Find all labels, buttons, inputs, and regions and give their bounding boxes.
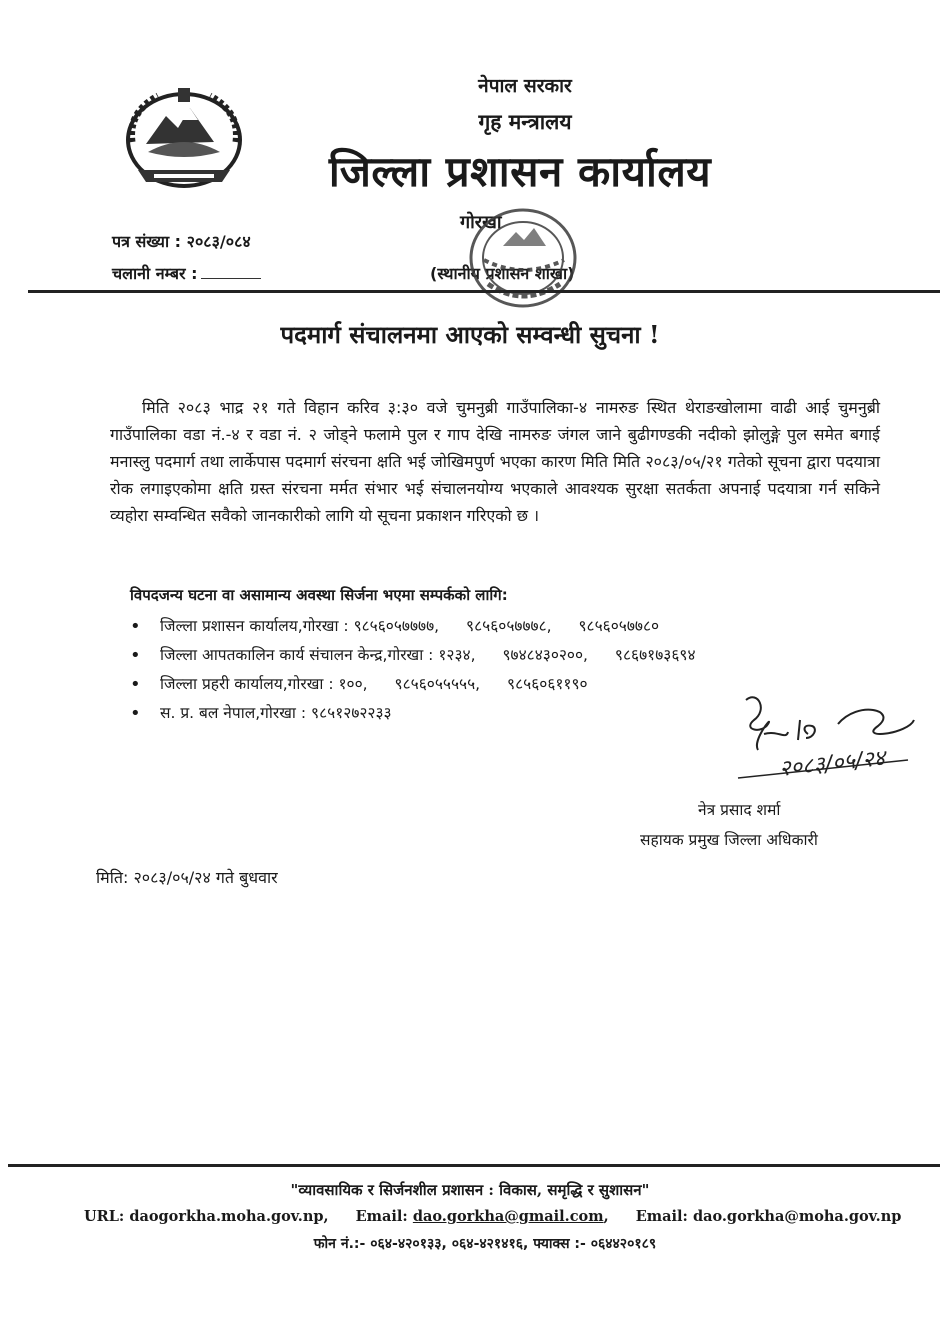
office-name: जिल्ला प्रशासन कार्यालय <box>328 147 712 196</box>
letter-number <box>112 230 251 252</box>
contact-item <box>130 641 890 670</box>
handwritten-signature <box>728 690 918 790</box>
contact-phone: १२३४, <box>438 646 476 664</box>
email-separator: , <box>603 1208 609 1225</box>
office-location: गोरखा <box>460 212 502 233</box>
office-motto: "व्यावसायिक र सिर्जनशील प्रशासन : विकास, समृद्धि र सुशासन" <box>290 1181 650 1199</box>
footer-divider <box>8 1164 940 1167</box>
office-phone-fax: फोन नं.:- ०६४-४२०१३३, ०६४-४२१४१६, फ्याक्स :- ०६४४२०१८९ <box>313 1236 657 1252</box>
letter-number-value: २०८३/०८४ <box>186 232 251 251</box>
contact-phone: ९७४८४३०२००, <box>502 646 588 664</box>
url-label: URL: <box>84 1208 125 1225</box>
contact-item <box>130 612 890 641</box>
contact-phone: ९८५६०५७७८० <box>578 617 660 635</box>
issue-date: मिति: २०८३/०५/२४ गते बुधवार <box>96 868 278 887</box>
contact-phone: ९८५६०५५५५५, <box>394 675 481 693</box>
notice-body: मिति २०८३ भाद्र २१ गते विहान करिव ३:३० वजे चुमनुब्री गाउँपालिका-४ नामरुङ स्थित थेराङखोलामा वाढी आई चुमनुब्री गाउँपालिका वडा नं.-४ र वडा नं. २ जोड्ने फलामे पुल र गाप देखि नामरुङ जंगल जाने बुढीगण्डकी नदीको झोलुङ्गे पुल समेत बगाई मनास्लु पदमार्ग तथा लार्केपास पदमार्ग संरचना क्षति भई जोखिमपुर्ण भएका कारण मिति मिति २०८३/०५/२१ गतेको सूचना द्वारा पदयात्रा रोक लगाइएकोमा क्षति ग्रस्त संरचना मर्मत संभार भई संचालनयोग्य भएकाले आवश्यक सुरक्षा सतर्कता अपनाई पदयात्रा गर्न सकिने व्यहोरा सम्वन्धित सवैको जानकारीको लागि यो सूचना प्रकाशन गरिएको छ । <box>110 398 880 525</box>
signature-date: २०८३/०५/२४ <box>778 745 887 782</box>
contact-org: जिल्ला प्रहरी कार्यालय,गोरखा : <box>160 675 334 693</box>
email-label: Email: <box>355 1208 408 1225</box>
contact-org: जिल्ला आपतकालिन कार्य संचालन केन्द्र,गोरखा : <box>160 646 434 664</box>
nepal-emblem-icon <box>118 82 250 192</box>
dispatch-number-label: चलानी नम्बर : <box>112 264 198 283</box>
contact-phone: ९८५६०६११९० <box>507 675 588 693</box>
dispatch-number <box>112 262 261 284</box>
signer-title: सहायक प्रमुख जिल्ला अधिकारी <box>640 831 818 849</box>
email-link-moha[interactable]: dao.gorkha@moha.gov.np <box>692 1208 902 1225</box>
contact-phone: ९८६७१७३६९४ <box>614 646 696 664</box>
office-seal-stamp-icon <box>448 188 598 328</box>
notice-subject: पदमार्ग संचालनमा आएको सम्वन्धी सुचना ! <box>280 320 660 349</box>
contact-phone: १००, <box>338 675 368 693</box>
footer-contacts <box>84 1208 901 1225</box>
dispatch-number-blank <box>201 278 261 279</box>
contact-phone: ९८५६०५७७७७, <box>353 617 440 635</box>
government-name: नेपाल सरकार <box>478 75 572 97</box>
ministry-name: गृह मन्त्रालय <box>478 109 572 134</box>
contact-org: स. प्र. बल नेपाल,गोरखा : <box>160 704 307 722</box>
letter-number-label: पत्र संख्या : <box>112 232 182 251</box>
office-branch: (स्थानीय प्रशासन शाखा) <box>430 264 575 283</box>
contact-org: जिल्ला प्रशासन कार्यालय,गोरखा : <box>160 617 349 635</box>
signer-name: नेत्र प्रसाद शर्मा <box>698 801 781 819</box>
contacts-heading: विपदजन्य घटना वा असामान्य अवस्था सिर्जना भएमा सम्पर्कको लागि: <box>130 586 508 604</box>
contact-phone: ९८५६०५७७७८, <box>466 617 552 635</box>
header-divider <box>28 290 940 293</box>
email-link-gmail[interactable]: dao.gorkha@gmail.com <box>412 1208 604 1225</box>
email-label: Email: <box>635 1208 688 1225</box>
contact-phone: ९८५१२७२२३३ <box>311 704 392 722</box>
website-link[interactable]: daogorkha.moha.gov.np, <box>129 1208 329 1225</box>
